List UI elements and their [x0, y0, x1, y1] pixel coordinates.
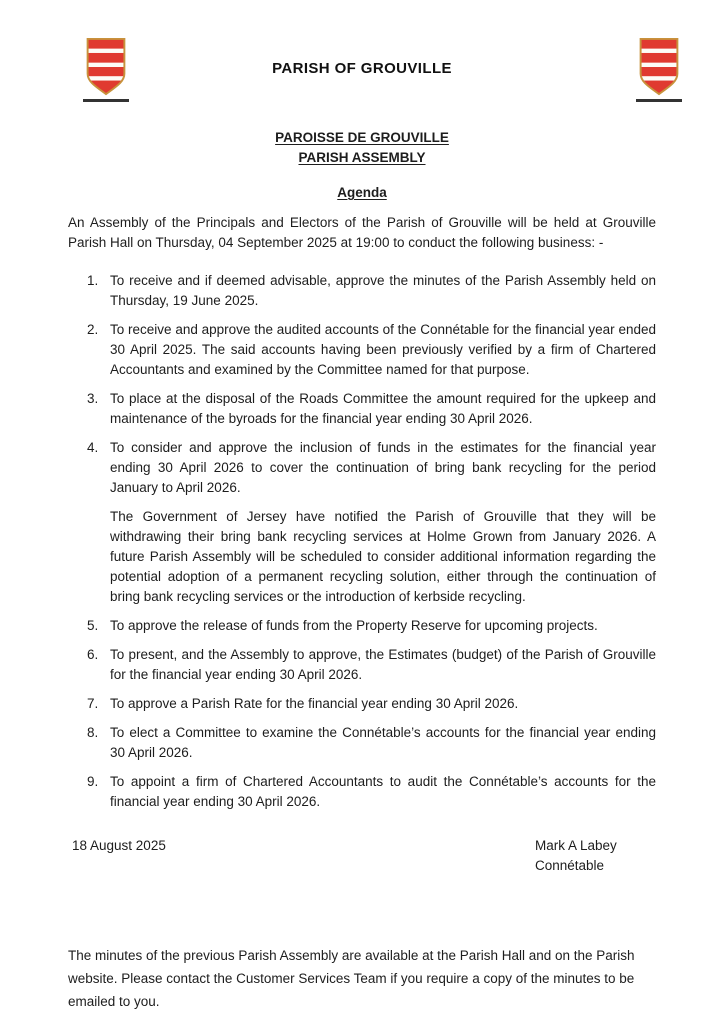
- agenda-item-6: [68, 645, 656, 685]
- parish-crest-left: [83, 37, 129, 102]
- agenda-item-9: [68, 772, 656, 812]
- agenda-item-8: [68, 723, 656, 763]
- item-text: To receive and if deemed advisable, approve the minutes of the Parish Assembly held on Thursday, 19 June 2025.: [110, 273, 656, 308]
- intro-paragraph: An Assembly of the Principals and Electors of the Parish of Grouville will be held at Grouville Parish Hall on Thursday, 04 September 2025 at 19:00 to conduct the following business: -: [68, 215, 656, 250]
- item-number: 7.: [87, 696, 99, 711]
- crest-underline: [636, 99, 682, 102]
- item-text: To present, and the Assembly to approve, the Estimates (budget) of the Parish of Grouville for the financial year ending 30 April 2026.: [110, 647, 656, 682]
- item-number: 6.: [87, 647, 99, 662]
- item-text: To place at the disposal of the Roads Committee the amount required for the upkeep and maintenance of the byroads for the financial year ending 30 April 2026.: [110, 391, 656, 426]
- signatory-role: Connétable: [535, 858, 605, 873]
- item-text: To consider and approve the inclusion of funds in the estimates for the financial year ending 30 April 2026 to cover the continuation of bring bank recycling for the period January to April 2026.: [110, 440, 656, 495]
- item-number: 4.: [87, 440, 99, 455]
- item-text: To receive and approve the audited accounts of the Connétable for the financial year ended 30 April 2025. The said accounts having been previously verified by a firm of Chartered Accountants and examined by the Committee named for that purpose.: [110, 322, 656, 377]
- item-number: 2.: [87, 322, 99, 337]
- agenda-item-7: [68, 694, 656, 714]
- item-text: To approve a Parish Rate for the financial year ending 30 April 2026.: [110, 696, 519, 711]
- agenda-item-4: [68, 438, 656, 607]
- parish-crest-right: [636, 37, 682, 102]
- agenda-item-2: [68, 320, 656, 380]
- crest-underline: [83, 99, 129, 102]
- signatory-name: Mark A Labey: [535, 838, 617, 853]
- item-text: To appoint a firm of Chartered Accountants to audit the Connétable’s accounts for the financial year ending 30 April 2026.: [110, 774, 656, 809]
- subtitle-parish-assembly: PARISH ASSEMBLY: [298, 150, 426, 165]
- subtitle-block: [68, 128, 656, 168]
- agenda-item-1: [68, 271, 656, 311]
- page-title: PARISH OF GROUVILLE: [272, 60, 452, 77]
- document-date: 18 August 2025: [72, 838, 166, 853]
- agenda-item-5: [68, 616, 656, 636]
- item-number: 9.: [87, 774, 99, 789]
- item-number: 8.: [87, 725, 99, 740]
- footer-note: The minutes of the previous Parish Assembly are available at the Parish Hall and on the Parish website. Please contact the Customer Services Team if you require a copy of the minutes to be emailed to you.: [68, 948, 635, 1009]
- item-number: 5.: [87, 618, 99, 633]
- shield-icon: [638, 37, 680, 97]
- item-sub-paragraph: The Government of Jersey have notified the Parish of Grouville that they will be withdrawing their bring bank recycling services at Holme Grown from January 2026. A future Parish Assembly will be scheduled to consider additional information regarding the potential adoption of a permanent recycling solution, either through the continuation of bring bank recycling services or the introduction of kerbside recycling.: [110, 509, 656, 604]
- agenda-item-3: [68, 389, 656, 429]
- agenda-heading: Agenda: [337, 185, 387, 200]
- signature-row: [68, 836, 656, 876]
- item-number: 1.: [87, 273, 99, 288]
- signature-block: [535, 836, 617, 876]
- item-number: 3.: [87, 391, 99, 406]
- agenda-list: [68, 271, 656, 812]
- shield-icon: [85, 37, 127, 97]
- item-text: To elect a Committee to examine the Connétable’s accounts for the financial year ending 30 April 2026.: [110, 725, 656, 760]
- subtitle-paroisse: PAROISSE DE GROUVILLE: [275, 130, 449, 145]
- item-text: To approve the release of funds from the Property Reserve for upcoming projects.: [110, 618, 598, 633]
